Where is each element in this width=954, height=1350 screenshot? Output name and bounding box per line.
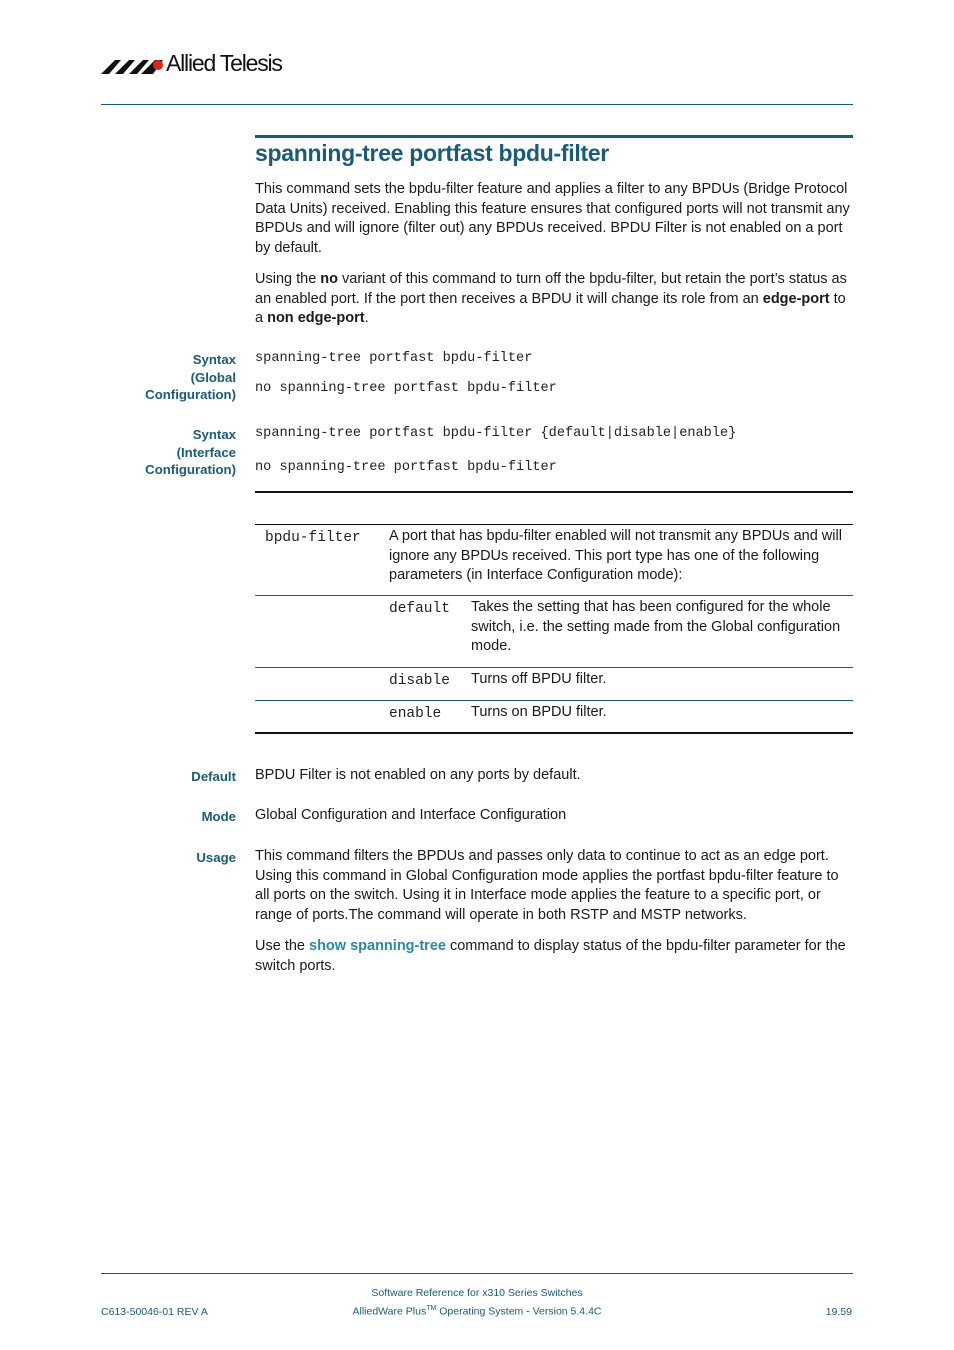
syntax-global-no-cmd: no spanning-tree portfast bpdu-filter <box>255 381 557 396</box>
syntax-interface-label: Syntax (Interface Configuration) <box>145 427 236 477</box>
footer-rule <box>101 1273 853 1274</box>
footer-page-number: 19.59 <box>825 1306 852 1318</box>
mode-label: Mode <box>201 809 236 824</box>
table-row-rule <box>255 595 853 596</box>
table-row-desc-default: Takes the setting that has been configured for the whole switch, i.e. the setting made from the Global configuration mode. <box>471 599 841 654</box>
syntax-interface-no-cmd: no spanning-tree portfast bpdu-filter <box>255 460 557 475</box>
header-rule <box>101 104 853 105</box>
default-label: Default <box>191 769 236 784</box>
table-row-key-default: default <box>389 601 450 617</box>
table-row-desc-enable: Turns on BPDU filter. <box>471 704 607 720</box>
syntax-global-label: Syntax (Global Configuration) <box>145 352 236 402</box>
table-param-name: bpdu-filter <box>265 530 361 546</box>
usage-paragraph-2: Use the show spanning-tree command to display status of the bpdu-filter parameter for the switch ports. <box>255 938 846 974</box>
table-param-desc: A port that has bpdu-filter enabled will not transmit any BPDUs and will ignore any BPDUs received. This port type has one of the following parameters (in Interface Configuration mode): <box>389 528 842 583</box>
table-row-key-disable: disable <box>389 673 450 689</box>
default-text: BPDU Filter is not enabled on any ports by default. <box>255 767 581 783</box>
footer-doc-id: C613-50046-01 REV A <box>101 1306 208 1318</box>
table-row-rule <box>255 667 853 668</box>
syntax-end-rule <box>255 491 853 493</box>
title-rule <box>255 135 853 138</box>
intro-paragraph-2: Using the no variant of this command to turn off the bpdu-filter, but retain the port’s status as an enabled port. If the port then receives a BPDU it will change its role from an edge-port to a non edge-port. <box>255 271 847 326</box>
page-title: spanning-tree portfast bpdu-filter <box>255 140 609 166</box>
table-row-key-enable: enable <box>389 706 442 722</box>
usage-label: Usage <box>196 850 236 865</box>
syntax-interface-cmd: spanning-tree portfast bpdu-filter {default|disable|enable} <box>255 426 737 441</box>
table-top-rule <box>255 524 853 525</box>
intro-paragraph-1: This command sets the bpdu-filter feature and applies a filter to any BPDUs (Bridge Protocol Data Units) received. Enabling this feature ensures that configured ports will not transmit any BPDUs and will ignore (filter out) any BPDUs received. BPDU Filter is not enabled on a port by default. <box>255 181 850 256</box>
table-bottom-rule <box>255 732 853 734</box>
mode-text: Global Configuration and Interface Configuration <box>255 807 567 823</box>
footer-os-version: AlliedWare Plus™ Operating System - Version 5.4.4C <box>352 1305 602 1318</box>
usage-paragraph-1: This command filters the BPDUs and passes only data to continue to act as an edge port. Using this command in Global Configuration mode applies the portfast bpdu-filter feature to all ports on the switch. Using it in Interface mode applies the feature to a specific port, or range of ports.The command will operate in both RSTP and MSTP networks. <box>255 848 839 923</box>
show-spanning-tree-link[interactable]: show spanning-tree <box>309 938 446 954</box>
brand-name: Allied Telesis <box>166 50 282 76</box>
syntax-global-cmd: spanning-tree portfast bpdu-filter <box>255 351 533 366</box>
footer-title: Software Reference for x310 Series Switches <box>371 1287 583 1299</box>
table-row-rule <box>255 700 853 701</box>
table-row-desc-disable: Turns off BPDU filter. <box>471 671 607 687</box>
